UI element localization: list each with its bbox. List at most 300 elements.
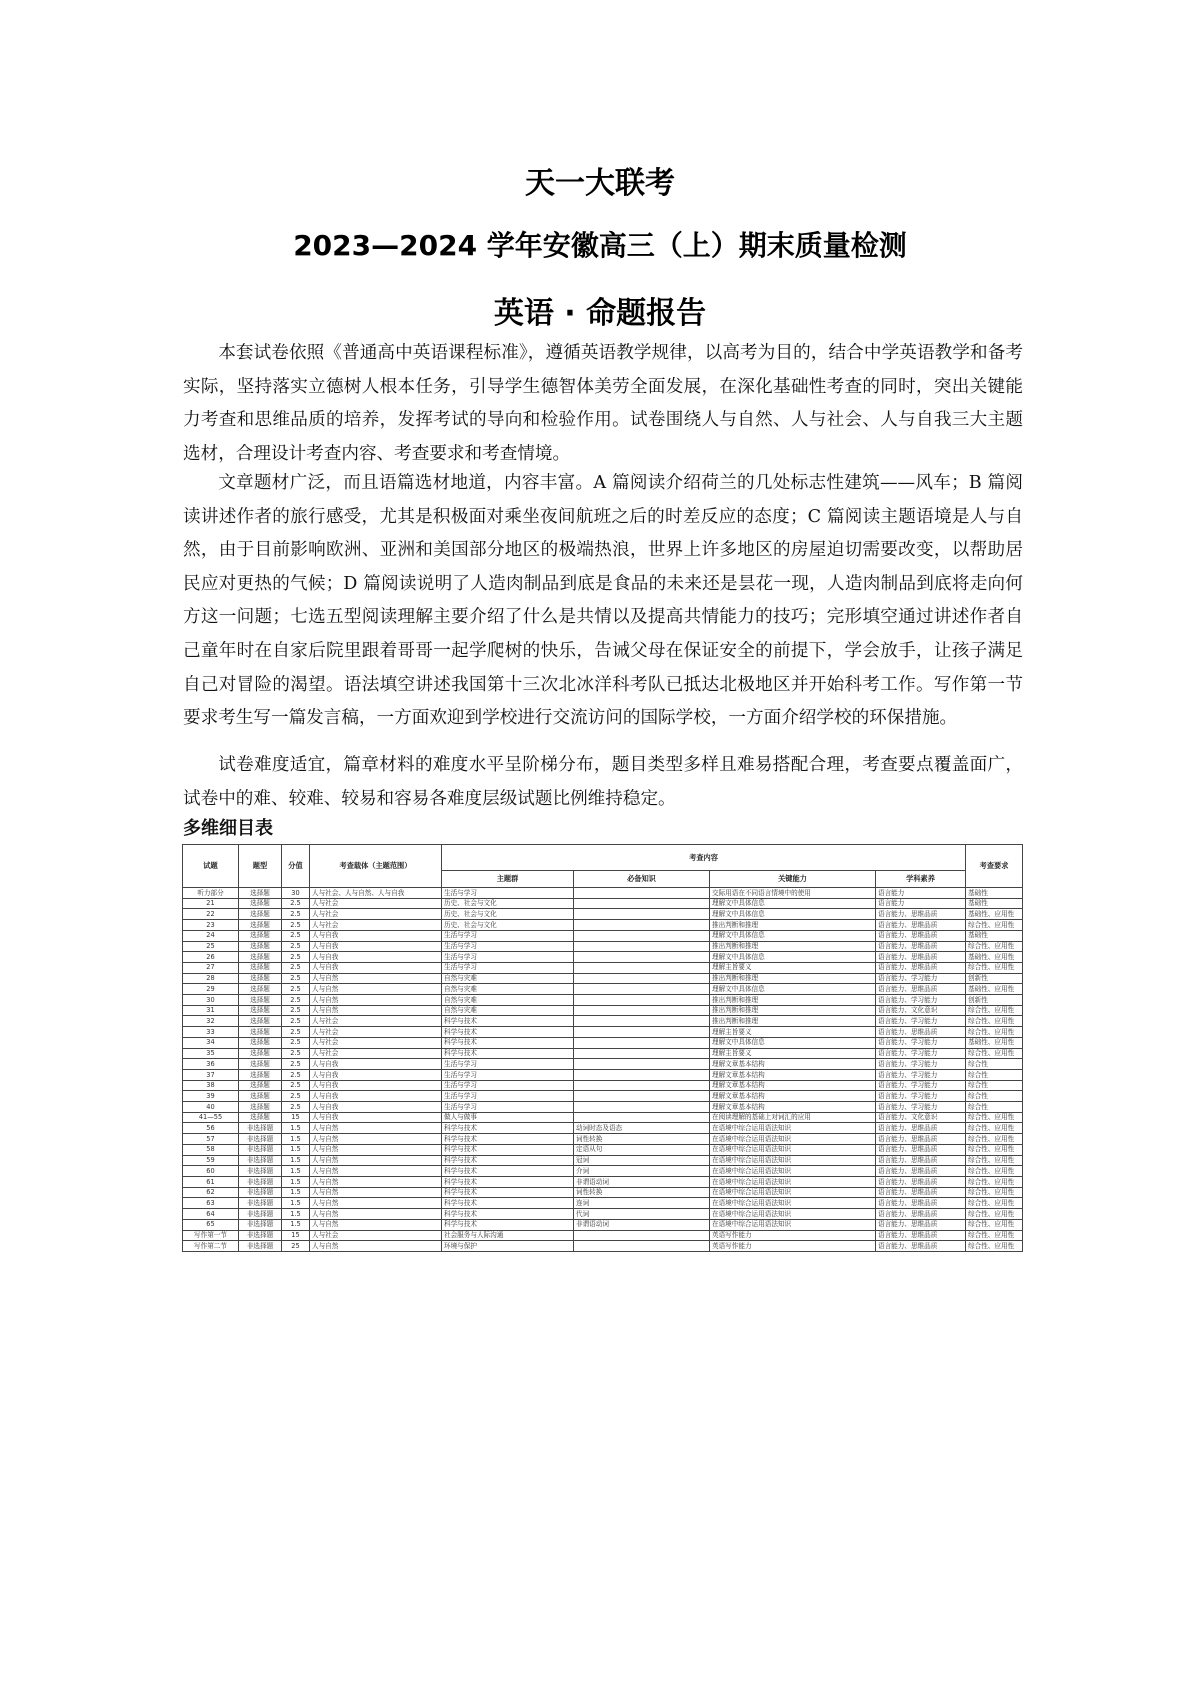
cell-requirement: 基础性 — [966, 888, 1023, 899]
cell-literacy: 语言能力、思维品质 — [876, 1027, 966, 1038]
cell-score: 2.5 — [282, 1027, 310, 1038]
cell-theme-group: 做人与做事 — [442, 1112, 574, 1123]
cell-item: 25 — [183, 941, 239, 952]
cell-theme-group: 生活与学习 — [442, 962, 574, 973]
cell-knowledge — [574, 962, 710, 973]
cell-requirement: 综合性、应用性 — [966, 1134, 1023, 1145]
cell-score: 1.5 — [282, 1198, 310, 1209]
cell-knowledge — [574, 1080, 710, 1091]
cell-item: 26 — [183, 952, 239, 963]
cell-knowledge — [574, 1112, 710, 1123]
cell-carrier: 人与自我 — [310, 930, 442, 941]
cell-type: 非选择题 — [239, 1155, 282, 1166]
cell-carrier: 人与自我 — [310, 1059, 442, 1070]
cell-literacy: 语言能力、思维品质 — [876, 952, 966, 963]
cell-ability: 理解文章基本结构 — [710, 1059, 876, 1070]
cell-score: 2.5 — [282, 952, 310, 963]
cell-score: 2.5 — [282, 909, 310, 920]
cell-requirement: 综合性、应用性 — [966, 1176, 1023, 1187]
cell-score: 1.5 — [282, 1166, 310, 1177]
cell-ability: 理解文章基本结构 — [710, 1102, 876, 1113]
cell-score: 15 — [282, 1230, 310, 1241]
cell-theme-group: 科学与技术 — [442, 1219, 574, 1230]
cell-type: 非选择题 — [239, 1176, 282, 1187]
cell-literacy: 语言能力、学习能力 — [876, 1091, 966, 1102]
cell-literacy: 语言能力 — [876, 898, 966, 909]
cell-score: 2.5 — [282, 1069, 310, 1080]
cell-carrier: 人与自我 — [310, 1091, 442, 1102]
cell-type: 选择题 — [239, 952, 282, 963]
table-row — [183, 1123, 1023, 1134]
cell-carrier: 人与自我 — [310, 941, 442, 952]
cell-ability: 在阅读理解的基础上对词汇的应用 — [710, 1112, 876, 1123]
cell-knowledge — [574, 1016, 710, 1027]
table-row — [183, 1027, 1023, 1038]
cell-literacy: 语言能力、思维品质 — [876, 1166, 966, 1177]
table-heading: 多维细目表 — [183, 818, 273, 839]
cell-requirement: 综合性、应用性 — [966, 1144, 1023, 1155]
cell-carrier: 人与社会、人与自然、人与自我 — [310, 888, 442, 899]
table-row — [183, 1059, 1023, 1070]
cell-ability: 理解文中具体信息 — [710, 909, 876, 920]
cell-ability: 在语境中综合运用语法知识 — [710, 1144, 876, 1155]
cell-literacy: 语言能力、思维品质 — [876, 1123, 966, 1134]
cell-item: 31 — [183, 1005, 239, 1016]
cell-score: 1.5 — [282, 1209, 310, 1220]
cell-type: 非选择题 — [239, 1187, 282, 1198]
table-row — [183, 1187, 1023, 1198]
cell-ability: 交际用语在不同语言情境中的使用 — [710, 888, 876, 899]
cell-carrier: 人与自我 — [310, 1069, 442, 1080]
cell-carrier: 人与自然 — [310, 1241, 442, 1252]
cell-carrier: 人与自然 — [310, 1187, 442, 1198]
header-requirement: 考查要求 — [966, 845, 1023, 888]
cell-literacy: 语言能力、思维品质 — [876, 1176, 966, 1187]
cell-type: 选择题 — [239, 1059, 282, 1070]
cell-requirement: 综合性、应用性 — [966, 1005, 1023, 1016]
cell-item: 写作第一节 — [183, 1230, 239, 1241]
exam-title: 2023—2024 学年安徽高三（上）期末质量检测 — [293, 229, 907, 262]
cell-literacy: 语言能力、思维品质 — [876, 1209, 966, 1220]
cell-requirement: 基础性、应用性 — [966, 909, 1023, 920]
cell-score: 1.5 — [282, 1123, 310, 1134]
cell-item: 58 — [183, 1144, 239, 1155]
cell-type: 选择题 — [239, 1005, 282, 1016]
cell-type: 非选择题 — [239, 1241, 282, 1252]
cell-knowledge: 冠词 — [574, 1155, 710, 1166]
cell-ability: 推出判断和推理 — [710, 920, 876, 931]
cell-ability: 理解文章基本结构 — [710, 1091, 876, 1102]
cell-requirement: 综合性、应用性 — [966, 1123, 1023, 1134]
cell-carrier: 人与自我 — [310, 1102, 442, 1113]
cell-score: 2.5 — [282, 973, 310, 984]
cell-theme-group: 自然与灾难 — [442, 995, 574, 1006]
cell-requirement: 综合性、应用性 — [966, 1187, 1023, 1198]
cell-literacy: 语言能力、思维品质 — [876, 1241, 966, 1252]
cell-ability: 在语境中综合运用语法知识 — [710, 1187, 876, 1198]
cell-item: 40 — [183, 1102, 239, 1113]
cell-score: 2.5 — [282, 1102, 310, 1113]
table-row — [183, 1176, 1023, 1187]
table-row — [183, 1005, 1023, 1016]
cell-requirement: 基础性、应用性 — [966, 1037, 1023, 1048]
cell-knowledge — [574, 1241, 710, 1252]
cell-literacy: 语言能力、思维品质 — [876, 941, 966, 952]
table-row — [183, 941, 1023, 952]
cell-requirement: 综合性 — [966, 1080, 1023, 1091]
cell-requirement: 创新性 — [966, 973, 1023, 984]
cell-theme-group: 环境与保护 — [442, 1241, 574, 1252]
cell-knowledge — [574, 1037, 710, 1048]
cell-requirement: 综合性 — [966, 1091, 1023, 1102]
cell-score: 15 — [282, 1112, 310, 1123]
table-row — [183, 1166, 1023, 1177]
cell-ability: 英语写作能力 — [710, 1230, 876, 1241]
table-row — [183, 930, 1023, 941]
cell-requirement: 综合性、应用性 — [966, 1112, 1023, 1123]
cell-carrier: 人与社会 — [310, 1037, 442, 1048]
header-type: 题型 — [239, 845, 282, 888]
cell-type: 非选择题 — [239, 1144, 282, 1155]
cell-carrier: 人与自我 — [310, 1112, 442, 1123]
cell-type: 选择题 — [239, 973, 282, 984]
cell-item: 61 — [183, 1176, 239, 1187]
cell-requirement: 基础性 — [966, 930, 1023, 941]
cell-type: 非选择题 — [239, 1219, 282, 1230]
cell-score: 2.5 — [282, 984, 310, 995]
cell-type: 选择题 — [239, 1037, 282, 1048]
cell-carrier: 人与自然 — [310, 1005, 442, 1016]
cell-theme-group: 科学与技术 — [442, 1048, 574, 1059]
specification-table-wrapper — [182, 844, 1022, 1252]
table-row — [183, 1037, 1023, 1048]
cell-type: 非选择题 — [239, 1209, 282, 1220]
cell-ability: 推出判断和推理 — [710, 941, 876, 952]
table-row — [183, 962, 1023, 973]
cell-theme-group: 生活与学习 — [442, 1102, 574, 1113]
table-row — [183, 920, 1023, 931]
header-theme-group: 主题群 — [442, 871, 574, 888]
cell-literacy: 语言能力、思维品质 — [876, 1144, 966, 1155]
cell-ability: 推出判断和推理 — [710, 1016, 876, 1027]
cell-item: 62 — [183, 1187, 239, 1198]
cell-score: 30 — [282, 888, 310, 899]
cell-carrier: 人与社会 — [310, 920, 442, 931]
cell-literacy: 语言能力、思维品质 — [876, 909, 966, 920]
cell-ability: 在语境中综合运用语法知识 — [710, 1123, 876, 1134]
cell-ability: 理解文中具体信息 — [710, 984, 876, 995]
cell-literacy: 语言能力、学习能力 — [876, 1037, 966, 1048]
cell-score: 2.5 — [282, 930, 310, 941]
cell-literacy: 语言能力、学习能力 — [876, 1048, 966, 1059]
cell-literacy: 语言能力、思维品质 — [876, 1230, 966, 1241]
cell-requirement: 综合性、应用性 — [966, 962, 1023, 973]
cell-theme-group: 自然与灾难 — [442, 984, 574, 995]
cell-theme-group: 科学与技术 — [442, 1176, 574, 1187]
cell-type: 非选择题 — [239, 1134, 282, 1145]
cell-type: 选择题 — [239, 1016, 282, 1027]
table-row — [183, 1080, 1023, 1091]
header-score: 分值 — [282, 845, 310, 888]
cell-literacy: 语言能力、思维品质 — [876, 962, 966, 973]
cell-item: 32 — [183, 1016, 239, 1027]
table-row — [183, 898, 1023, 909]
cell-literacy: 语言能力、思维品质 — [876, 984, 966, 995]
table-row — [183, 984, 1023, 995]
cell-theme-group: 生活与学习 — [442, 888, 574, 899]
cell-knowledge — [574, 973, 710, 984]
cell-score: 2.5 — [282, 1091, 310, 1102]
cell-knowledge: 词性转换 — [574, 1134, 710, 1145]
cell-ability: 理解文中具体信息 — [710, 1037, 876, 1048]
table-row — [183, 888, 1023, 899]
table-row — [183, 1134, 1023, 1145]
cell-item: 65 — [183, 1219, 239, 1230]
cell-type: 选择题 — [239, 1069, 282, 1080]
table-row — [183, 1144, 1023, 1155]
cell-requirement: 创新性 — [966, 995, 1023, 1006]
cell-knowledge — [574, 995, 710, 1006]
cell-type: 选择题 — [239, 1102, 282, 1113]
cell-item: 30 — [183, 995, 239, 1006]
cell-carrier: 人与社会 — [310, 909, 442, 920]
cell-item: 28 — [183, 973, 239, 984]
cell-type: 选择题 — [239, 941, 282, 952]
table-row — [183, 909, 1023, 920]
cell-theme-group: 科学与技术 — [442, 1144, 574, 1155]
cell-score: 25 — [282, 1241, 310, 1252]
cell-item: 64 — [183, 1209, 239, 1220]
cell-score: 1.5 — [282, 1155, 310, 1166]
cell-carrier: 人与自然 — [310, 1198, 442, 1209]
cell-literacy: 语言能力、文化意识 — [876, 1112, 966, 1123]
cell-item: 34 — [183, 1037, 239, 1048]
cell-carrier: 人与自然 — [310, 1134, 442, 1145]
cell-score: 2.5 — [282, 1016, 310, 1027]
cell-theme-group: 科学与技术 — [442, 1123, 574, 1134]
cell-score: 2.5 — [282, 1048, 310, 1059]
cell-score: 2.5 — [282, 995, 310, 1006]
cell-item: 23 — [183, 920, 239, 931]
cell-carrier: 人与社会 — [310, 1016, 442, 1027]
cell-literacy: 语言能力、思维品质 — [876, 930, 966, 941]
cell-ability: 英语写作能力 — [710, 1241, 876, 1252]
cell-type: 选择题 — [239, 909, 282, 920]
cell-type: 非选择题 — [239, 1166, 282, 1177]
cell-carrier: 人与自然 — [310, 1144, 442, 1155]
table-row — [183, 1112, 1023, 1123]
cell-item: 21 — [183, 898, 239, 909]
cell-knowledge — [574, 909, 710, 920]
cell-requirement: 综合性、应用性 — [966, 920, 1023, 931]
cell-ability: 在语境中综合运用语法知识 — [710, 1134, 876, 1145]
cell-type: 选择题 — [239, 995, 282, 1006]
specification-table — [182, 844, 1023, 1252]
cell-score: 2.5 — [282, 1037, 310, 1048]
cell-literacy: 语言能力、学习能力 — [876, 1059, 966, 1070]
cell-theme-group: 科学与技术 — [442, 1027, 574, 1038]
table-row — [183, 952, 1023, 963]
cell-knowledge — [574, 941, 710, 952]
cell-requirement: 基础性、应用性 — [966, 952, 1023, 963]
cell-ability: 推出判断和推理 — [710, 995, 876, 1006]
cell-literacy: 语言能力、学习能力 — [876, 1016, 966, 1027]
cell-carrier: 人与自然 — [310, 1176, 442, 1187]
cell-knowledge: 词性转换 — [574, 1187, 710, 1198]
cell-knowledge: 连词 — [574, 1198, 710, 1209]
cell-theme-group: 生活与学习 — [442, 952, 574, 963]
cell-knowledge — [574, 930, 710, 941]
cell-knowledge — [574, 898, 710, 909]
header-knowledge: 必备知识 — [574, 871, 710, 888]
cell-knowledge: 定语从句 — [574, 1144, 710, 1155]
cell-score: 2.5 — [282, 941, 310, 952]
cell-knowledge — [574, 1027, 710, 1038]
cell-theme-group: 科学与技术 — [442, 1155, 574, 1166]
cell-theme-group: 科学与技术 — [442, 1016, 574, 1027]
cell-item: 56 — [183, 1123, 239, 1134]
cell-theme-group: 科学与技术 — [442, 1187, 574, 1198]
cell-item: 22 — [183, 909, 239, 920]
cell-ability: 在语境中综合运用语法知识 — [710, 1209, 876, 1220]
cell-theme-group: 科学与技术 — [442, 1134, 574, 1145]
cell-theme-group: 社会服务与人际沟通 — [442, 1230, 574, 1241]
cell-item: 29 — [183, 984, 239, 995]
cell-literacy: 语言能力、思维品质 — [876, 1155, 966, 1166]
cell-type: 选择题 — [239, 898, 282, 909]
cell-item: 37 — [183, 1069, 239, 1080]
cell-knowledge — [574, 1059, 710, 1070]
table-row — [183, 1016, 1023, 1027]
cell-theme-group: 科学与技术 — [442, 1198, 574, 1209]
cell-score: 2.5 — [282, 920, 310, 931]
cell-literacy: 语言能力、文化意识 — [876, 1005, 966, 1016]
content-paragraph: 文章题材广泛，而且语篇选材地道，内容丰富。A 篇阅读介绍荷兰的几处标志性建筑——风车；B 篇阅读讲述作者的旅行感受，尤其是积极面对乘坐夜间航班之后的时差反应的态度；C 篇阅读主题语境是人与自然，由于目前影响欧洲、亚洲和美国部分地区的极端热浪，世界上许多地区的房屋迫切需要改变，以帮助居民应对更热的气候；D 篇阅读说明了人造肉制品到底是食品的未来还是昙花一现，人造肉制品到底将走向何方这一问题；七选五型阅读理解主要介绍了什么是共情以及提高共情能力的技巧；完形填空通过讲述作者自己童年时在自家后院里跟着哥哥一起学爬树的快乐，告诫父母在保证安全的前提下，学会放手，让孩子满足自己对冒险的渴望。语法填空讲述我国第十三次北冰洋科考队已抵达北极地区并开始科考工作。写作第一节要求考生写一篇发言稿，一方面欢迎到学校进行交流访问的国际学校，一方面介绍学校的环保措施。 — [183, 473, 1023, 729]
table-row — [183, 1219, 1023, 1230]
cell-type: 非选择题 — [239, 1198, 282, 1209]
cell-item: 听力部分 — [183, 888, 239, 899]
header-content: 考查内容 — [442, 845, 966, 871]
cell-carrier: 人与自然 — [310, 1155, 442, 1166]
cell-carrier: 人与自然 — [310, 1123, 442, 1134]
cell-carrier: 人与自然 — [310, 995, 442, 1006]
cell-ability: 理解文中具体信息 — [710, 952, 876, 963]
cell-theme-group: 生活与学习 — [442, 1091, 574, 1102]
cell-score: 1.5 — [282, 1144, 310, 1155]
cell-literacy: 语言能力、思维品质 — [876, 1198, 966, 1209]
cell-ability: 理解文章基本结构 — [710, 1080, 876, 1091]
cell-literacy: 语言能力、思维品质 — [876, 1187, 966, 1198]
cell-ability: 推出判断和推理 — [710, 973, 876, 984]
cell-item: 38 — [183, 1080, 239, 1091]
table-row — [183, 1209, 1023, 1220]
cell-requirement: 综合性 — [966, 1059, 1023, 1070]
cell-ability: 理解文中具体信息 — [710, 930, 876, 941]
cell-score: 2.5 — [282, 1080, 310, 1091]
cell-theme-group: 科学与技术 — [442, 1166, 574, 1177]
cell-theme-group: 生活与学习 — [442, 1059, 574, 1070]
table-row — [183, 1230, 1023, 1241]
cell-literacy: 语言能力、学习能力 — [876, 995, 966, 1006]
cell-theme-group: 历史、社会与文化 — [442, 898, 574, 909]
subject-title: 英语 · 命题报告 — [493, 296, 707, 331]
cell-score: 1.5 — [282, 1176, 310, 1187]
cell-ability: 理解文中具体信息 — [710, 898, 876, 909]
cell-type: 非选择题 — [239, 1123, 282, 1134]
cell-ability: 理解主旨要义 — [710, 1048, 876, 1059]
cell-carrier: 人与社会 — [310, 1230, 442, 1241]
cell-requirement: 综合性、应用性 — [966, 1230, 1023, 1241]
cell-type: 选择题 — [239, 930, 282, 941]
cell-ability: 理解主旨要义 — [710, 962, 876, 973]
cell-requirement: 综合性、应用性 — [966, 1219, 1023, 1230]
cell-requirement: 基础性、应用性 — [966, 984, 1023, 995]
cell-item: 59 — [183, 1155, 239, 1166]
cell-carrier: 人与自然 — [310, 1219, 442, 1230]
cell-carrier: 人与自然 — [310, 984, 442, 995]
cell-type: 选择题 — [239, 1112, 282, 1123]
cell-knowledge — [574, 920, 710, 931]
cell-type: 选择题 — [239, 888, 282, 899]
cell-theme-group: 自然与灾难 — [442, 973, 574, 984]
cell-requirement: 综合性、应用性 — [966, 1027, 1023, 1038]
table-row — [183, 1198, 1023, 1209]
cell-knowledge: 动词时态及语态 — [574, 1123, 710, 1134]
cell-requirement: 综合性 — [966, 1102, 1023, 1113]
cell-type: 选择题 — [239, 962, 282, 973]
table-row — [183, 1048, 1023, 1059]
cell-score: 1.5 — [282, 1219, 310, 1230]
cell-literacy: 语言能力、学习能力 — [876, 1080, 966, 1091]
table-row — [183, 1155, 1023, 1166]
cell-ability: 在语境中综合运用语法知识 — [710, 1219, 876, 1230]
cell-item: 33 — [183, 1027, 239, 1038]
cell-theme-group: 生活与学习 — [442, 941, 574, 952]
table-row — [183, 995, 1023, 1006]
cell-requirement: 基础性 — [966, 898, 1023, 909]
cell-knowledge — [574, 984, 710, 995]
cell-carrier: 人与自然 — [310, 1166, 442, 1177]
cell-ability: 在语境中综合运用语法知识 — [710, 1166, 876, 1177]
cell-type: 非选择题 — [239, 1230, 282, 1241]
cell-requirement: 综合性、应用性 — [966, 1209, 1023, 1220]
cell-theme-group: 生活与学习 — [442, 930, 574, 941]
cell-knowledge: 代词 — [574, 1209, 710, 1220]
cell-item: 63 — [183, 1198, 239, 1209]
cell-score: 1.5 — [282, 1134, 310, 1145]
cell-requirement: 综合性、应用性 — [966, 1016, 1023, 1027]
cell-type: 选择题 — [239, 1048, 282, 1059]
cell-knowledge: 非谓语动词 — [574, 1219, 710, 1230]
cell-literacy: 语言能力、思维品质 — [876, 1219, 966, 1230]
cell-carrier: 人与社会 — [310, 1048, 442, 1059]
cell-item: 39 — [183, 1091, 239, 1102]
cell-item: 写作第二节 — [183, 1241, 239, 1252]
cell-requirement: 综合性、应用性 — [966, 941, 1023, 952]
cell-knowledge — [574, 1048, 710, 1059]
cell-score: 1.5 — [282, 1187, 310, 1198]
cell-score: 2.5 — [282, 962, 310, 973]
cell-type: 选择题 — [239, 1027, 282, 1038]
cell-requirement: 综合性 — [966, 1069, 1023, 1080]
table-body — [183, 888, 1023, 1252]
cell-knowledge: 介词 — [574, 1166, 710, 1177]
cell-literacy: 语言能力、学习能力 — [876, 1102, 966, 1113]
cell-knowledge — [574, 888, 710, 899]
table-row — [183, 1091, 1023, 1102]
cell-requirement: 综合性、应用性 — [966, 1198, 1023, 1209]
cell-knowledge — [574, 952, 710, 963]
